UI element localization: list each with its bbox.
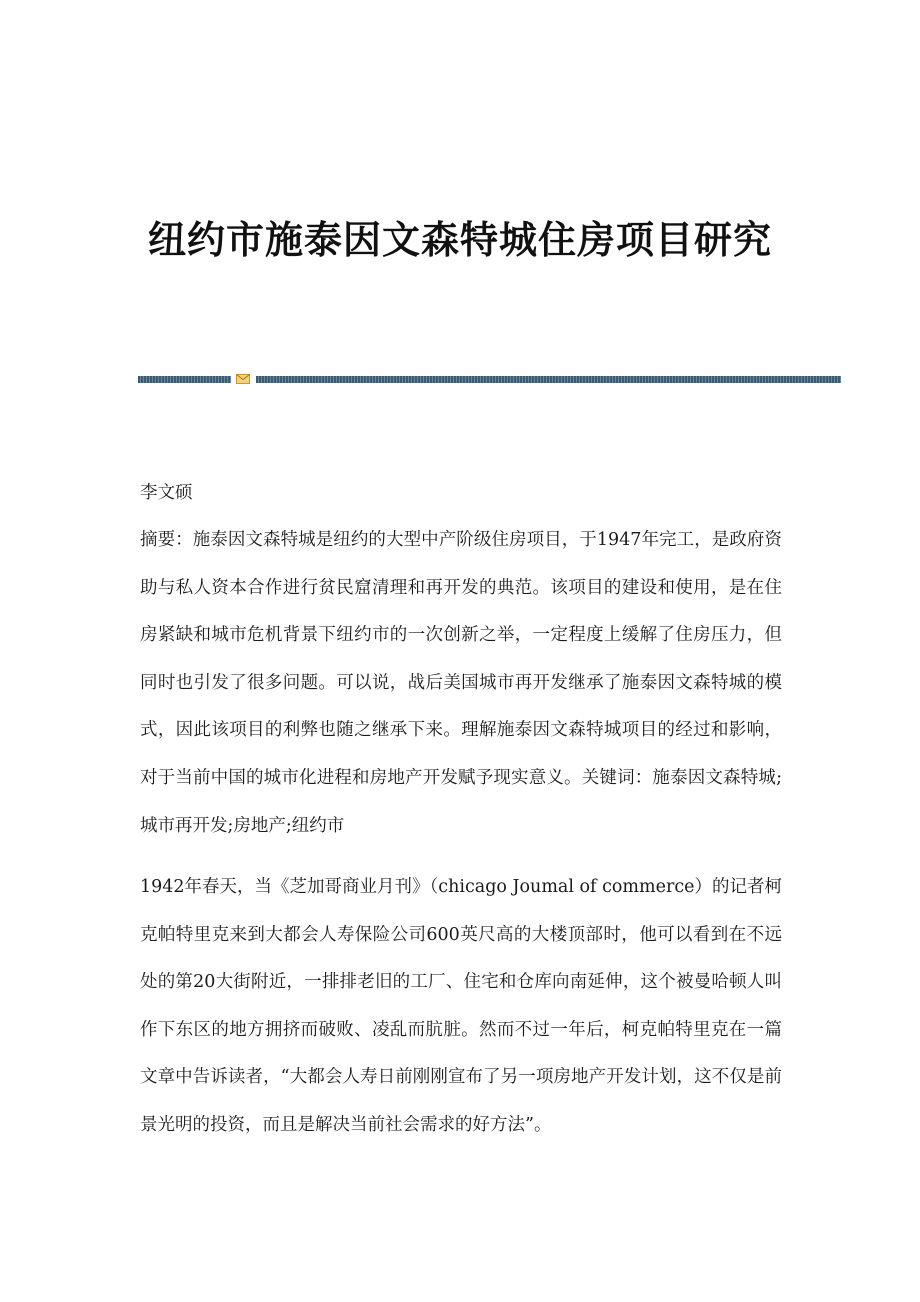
title-divider [138,374,841,384]
divider-bar-left [138,376,231,383]
author-name: 李文硕 [140,483,193,503]
document-title: 纽约市施泰因文森特城住房项目研究 [147,217,772,262]
envelope-icon [236,374,250,384]
body-paragraph: 1942年春天，当《芝加哥商业月刊》（chicago Joumal of commerce）的记者柯克帕特里克来到大都会人寿保险公司600英尺高的大楼顶部时，他可以看到在不远处的第20大街附近，一排排老旧的工厂、住宅和仓库向南延伸，这个被曼哈顿人叫作下东区的地方拥挤而破败、凌乱而肮脏。然而不过一年后，柯克帕特里克在一篇文章中告诉读者，“大都会人寿日前刚刚宣布了另一项房地产开发计划，这不仅是前景光明的投资，而且是解决当前社会需求的好方法”。 [140,877,782,1135]
abstract-paragraph: 摘要：施泰因文森特城是纽约的大型中产阶级住房项目，于1947年完工，是政府资助与私人资本合作进行贫民窟清理和再开发的典范。该项目的建设和使用，是在住房紧缺和城市危机背景下纽约市的一次创新之举，一定程度上缓解了住房压力，但同时也引发了很多问题。可以说，战后美国城市再开发继承了施泰因文森特城的模式，因此该项目的利弊也随之继承下来。理解施泰因文森特城项目的经过和影响，对于当前中国的城市化进程和房地产开发赋予现实意义。关键词：施泰因文森特城;城市再开发;房地产;纽约市 [140,530,782,836]
divider-bar-right [256,376,841,383]
